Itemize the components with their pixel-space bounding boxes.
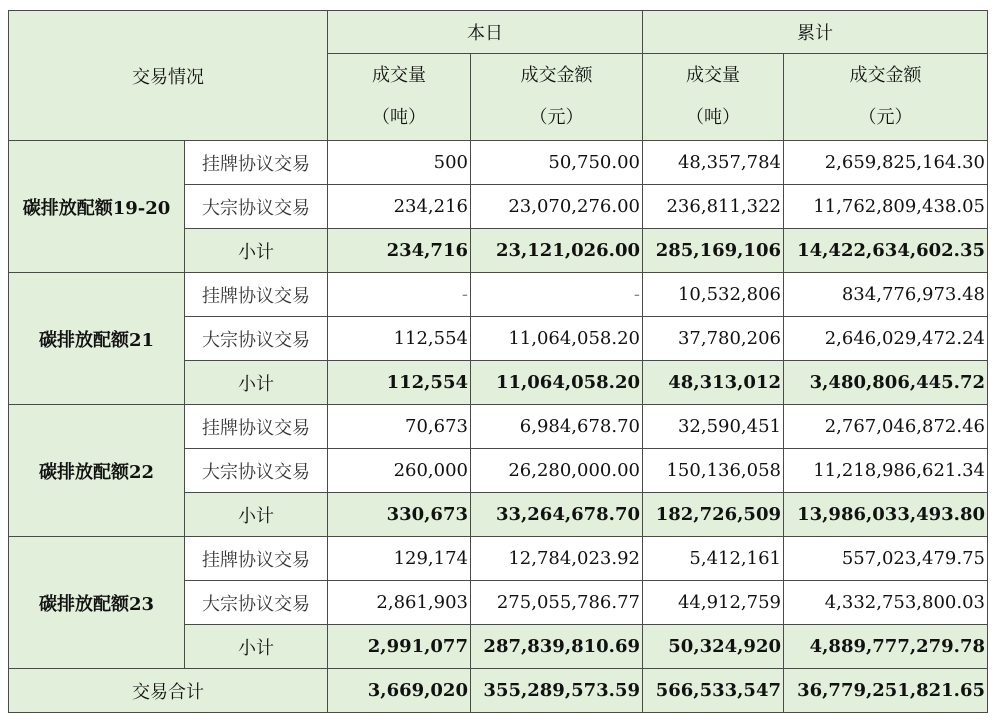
group-name: 碳排放配额21: [9, 273, 185, 405]
total-row: [9, 669, 988, 713]
cum-volume: 48,313,012: [643, 361, 784, 405]
today-volume: 112,554: [328, 317, 471, 361]
amount-unit: （元）: [529, 107, 584, 128]
cum-volume: 150,136,058: [643, 449, 784, 493]
cum-volume: 236,811,322: [643, 185, 784, 229]
group-name: 碳排放配额23: [9, 537, 185, 669]
trade-type: 小计: [185, 361, 328, 405]
today-amount: 11,064,058.20: [471, 361, 643, 405]
cum-amount: 3,480,806,445.72: [784, 361, 988, 405]
total-today-amount: 355,289,573.59: [471, 669, 643, 713]
today-amount: 26,280,000.00: [471, 449, 643, 493]
trade-type: 挂牌协议交易: [185, 273, 328, 317]
cum-amount: 13,986,033,493.80: [784, 493, 988, 537]
header-cum-volume: [643, 54, 784, 141]
table-row: [9, 141, 988, 185]
cum-amount: 2,646,029,472.24: [784, 317, 988, 361]
total-cum-volume: 566,533,547: [643, 669, 784, 713]
trade-type: 小计: [185, 493, 328, 537]
today-volume: 2,861,903: [328, 581, 471, 625]
trade-type: 大宗协议交易: [185, 449, 328, 493]
table-row: [9, 405, 988, 449]
today-amount: -: [471, 273, 643, 317]
group-name: 碳排放配额19-20: [9, 141, 185, 273]
volume-unit: （吨）: [686, 107, 740, 128]
trade-type: 挂牌协议交易: [185, 141, 328, 185]
cum-volume: 37,780,206: [643, 317, 784, 361]
today-amount: 23,070,276.00: [471, 185, 643, 229]
today-amount: 11,064,058.20: [471, 317, 643, 361]
amount-label: 成交金额: [849, 65, 922, 86]
today-volume: 129,174: [328, 537, 471, 581]
cum-volume: 10,532,806: [643, 273, 784, 317]
trade-type: 挂牌协议交易: [185, 537, 328, 581]
cum-amount: 2,659,825,164.30: [784, 141, 988, 185]
amount-label: 成交金额: [520, 65, 593, 86]
total-today-volume: 3,669,020: [328, 669, 471, 713]
today-volume: -: [328, 273, 471, 317]
cum-amount: 4,332,753,800.03: [784, 581, 988, 625]
cum-volume: 32,590,451: [643, 405, 784, 449]
today-volume: 500: [328, 141, 471, 185]
cum-amount: 11,762,809,438.05: [784, 185, 988, 229]
cum-amount: 557,023,479.75: [784, 537, 988, 581]
today-volume: 234,216: [328, 185, 471, 229]
trade-type: 挂牌协议交易: [185, 405, 328, 449]
trade-type: 小计: [185, 229, 328, 273]
trade-type: 大宗协议交易: [185, 317, 328, 361]
header-today-amount: [471, 54, 643, 141]
cum-amount: 2,767,046,872.46: [784, 405, 988, 449]
cum-amount: 11,218,986,621.34: [784, 449, 988, 493]
cum-volume: 44,912,759: [643, 581, 784, 625]
cum-amount: 4,889,777,279.78: [784, 625, 988, 669]
cum-amount: 14,422,634,602.35: [784, 229, 988, 273]
today-volume: 234,716: [328, 229, 471, 273]
volume-label: 成交量: [372, 65, 426, 86]
header-today: 本日: [328, 11, 643, 54]
cum-volume: 182,726,509: [643, 493, 784, 537]
total-cum-amount: 36,779,251,821.65: [784, 669, 988, 713]
today-amount: 50,750.00: [471, 141, 643, 185]
cum-volume: 5,412,161: [643, 537, 784, 581]
today-amount: 33,264,678.70: [471, 493, 643, 537]
today-volume: 112,554: [328, 361, 471, 405]
cum-volume: 48,357,784: [643, 141, 784, 185]
header-title: 交易情况: [9, 11, 328, 141]
today-amount: 275,055,786.77: [471, 581, 643, 625]
trade-type: 大宗协议交易: [185, 581, 328, 625]
header-today-volume: [328, 54, 471, 141]
today-volume: 2,991,077: [328, 625, 471, 669]
header-cumulative: 累计: [643, 11, 988, 54]
today-volume: 330,673: [328, 493, 471, 537]
today-volume: 260,000: [328, 449, 471, 493]
trade-type: 大宗协议交易: [185, 185, 328, 229]
amount-unit: （元）: [858, 107, 913, 128]
header-row-top: [9, 11, 988, 54]
volume-unit: （吨）: [372, 107, 426, 128]
cum-volume: 285,169,106: [643, 229, 784, 273]
today-amount: 6,984,678.70: [471, 405, 643, 449]
total-label: 交易合计: [9, 669, 328, 713]
table-row: [9, 537, 988, 581]
group-name: 碳排放配额22: [9, 405, 185, 537]
table-row: [9, 273, 988, 317]
cum-volume: 50,324,920: [643, 625, 784, 669]
today-amount: 287,839,810.69: [471, 625, 643, 669]
header-cum-amount: [784, 54, 988, 141]
volume-label: 成交量: [686, 65, 740, 86]
cum-amount: 834,776,973.48: [784, 273, 988, 317]
carbon-trading-table: [8, 10, 988, 713]
today-volume: 70,673: [328, 405, 471, 449]
trade-type: 小计: [185, 625, 328, 669]
today-amount: 12,784,023.92: [471, 537, 643, 581]
today-amount: 23,121,026.00: [471, 229, 643, 273]
